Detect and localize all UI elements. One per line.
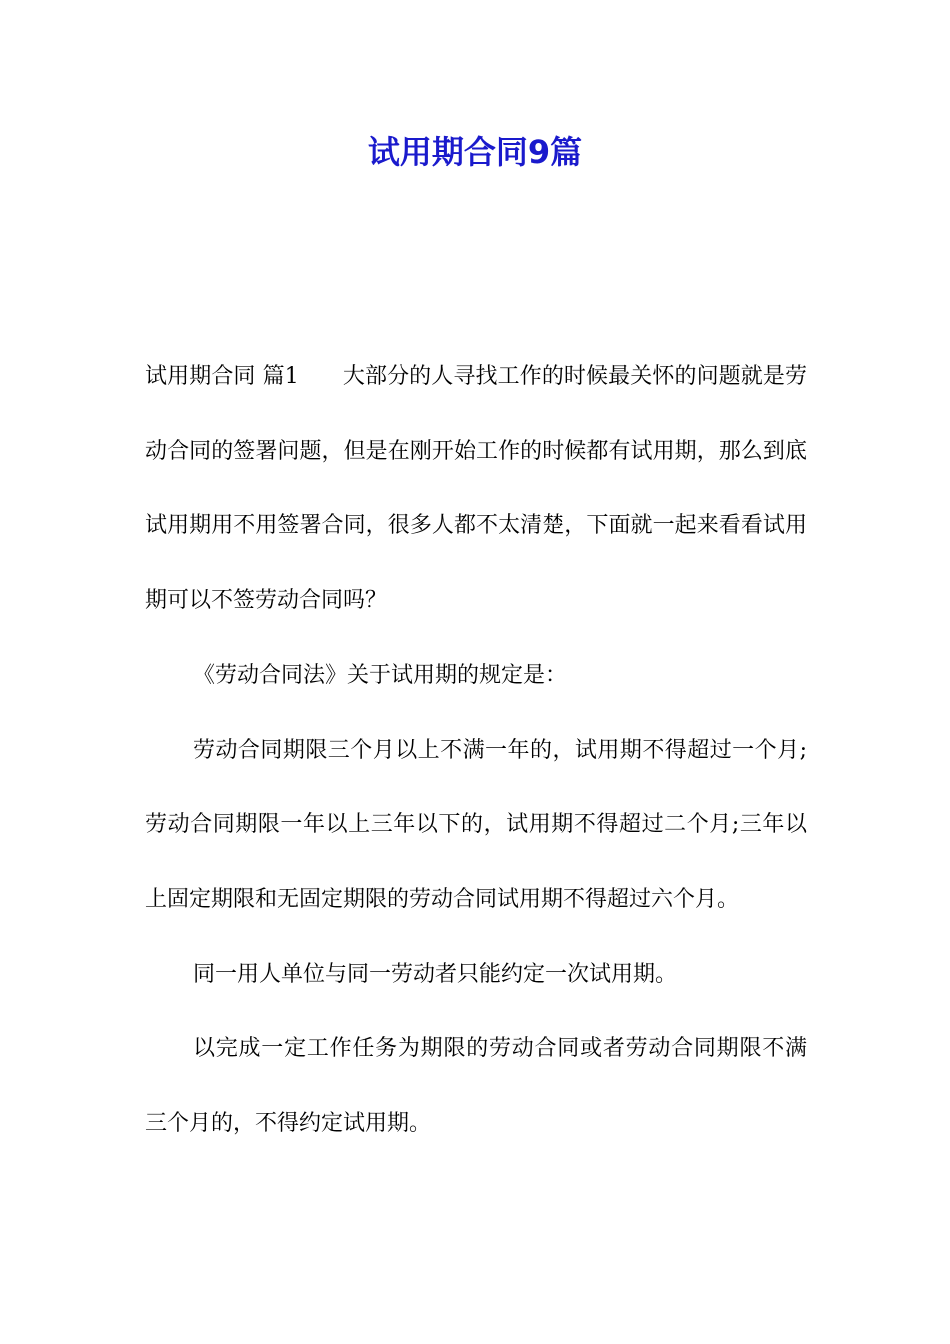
paragraph-4: 同一用人单位与同一劳动者只能约定一次试用期。 (193, 961, 678, 987)
paragraph-5: 以完成一定工作任务为期限的劳动合同或者劳动合同期限不满三个月的，不得约定试用期。 (145, 1036, 807, 1137)
section-heading: 试用期合同 篇1 (145, 364, 299, 389)
document-body (145, 340, 807, 1162)
paragraph-1-text: 大部分的人寻找工作的时候最关怀的问题就是劳动合同的签署问题，但是在刚开始工作的时候都有试用期，那么到底试用期用不用签署合同，很多人都不太清楚，下面就一起来看看试用期可以不签劳动合同吗？ (145, 364, 807, 614)
paragraph-2: 《劳动合同法》关于试用期的规定是： (193, 662, 568, 688)
paragraph-1 (145, 340, 807, 639)
document-title: 试用期合同9篇 (367, 133, 583, 171)
paragraph-3: 劳动合同期限三个月以上不满一年的，试用期不得超过一个月;劳动合同期限一年以上三年以下的，试用期不得超过二个月;三年以上固定期限和无固定期限的劳动合同试用期不得超过六个月。 (145, 737, 807, 912)
